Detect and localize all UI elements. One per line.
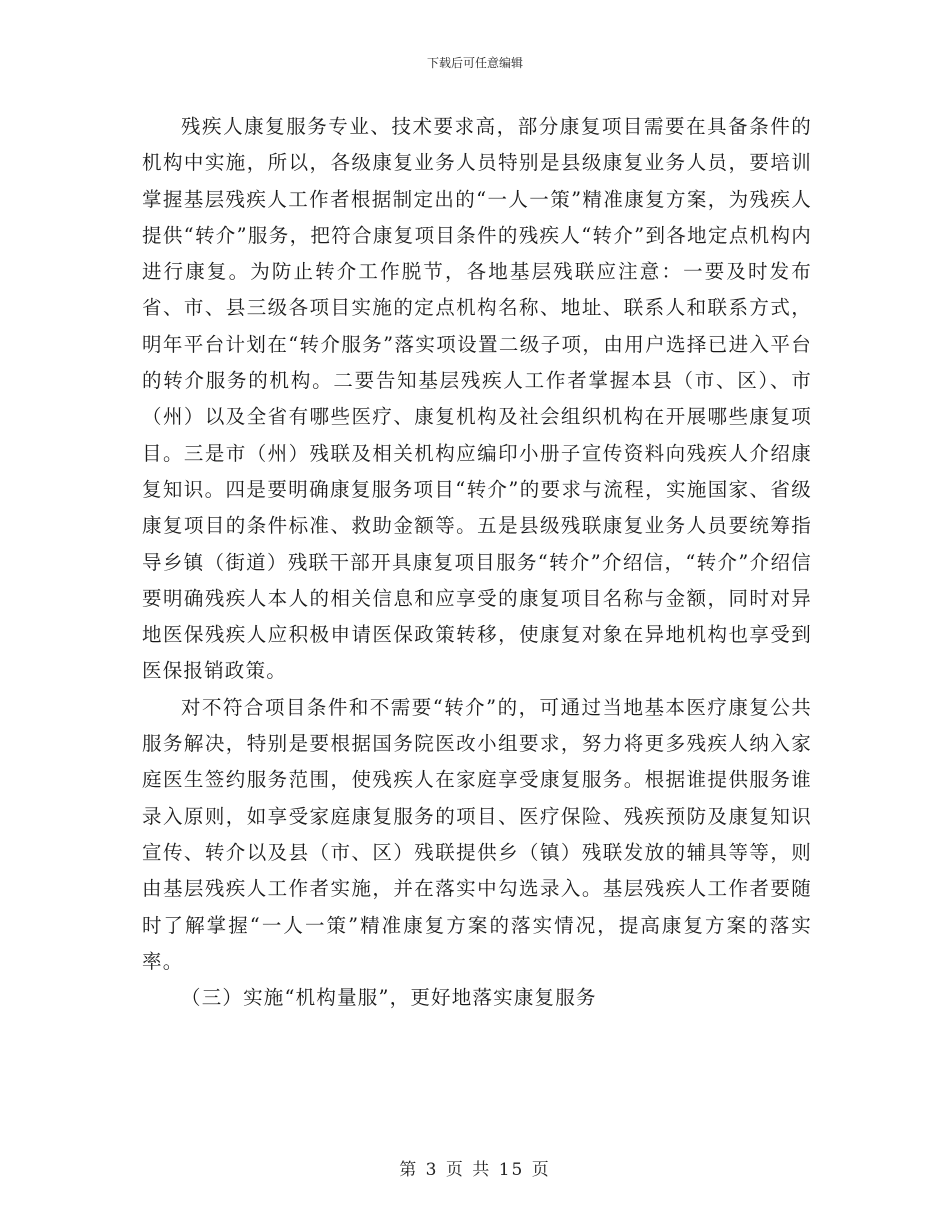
section-heading: （三）实施“机构量服”，更好地落实康复服务 xyxy=(181,986,597,1010)
page-header: 下载后可任意编辑 xyxy=(426,56,523,70)
document-body xyxy=(142,109,812,1016)
paragraph-basic-medical-service: 对不符合项目条件和不需要“转介”的，可通过当地基本医疗康复公共服务解决，特别是要根据国务院医改小组要求，努力将更多残疾人纳入家庭医生签约服务范围，使残疾人在家庭享受康复服务。根据谁提供服务谁录入原则，如享受家庭康复服务的项目、医疗保险、残疾预防及康复知识宣传、转介以及县（市、区）残联提供乡（镇）残联发放的辅具等等，则由基层残疾人工作者实施，并在落实中勾选录入。基层残疾人工作者要随时了解掌握“一人一策”精准康复方案的落实情况，提高康复方案的落实率。 xyxy=(142,695,812,973)
paragraph-referral-service: 残疾人康复服务专业、技术要求高，部分康复项目需要在具备条件的机构中实施，所以，各级康复业务人员特别是县级康复业务人员，要培训掌握基层残疾人工作者根据制定出的“一人一策”精准康复方案，为残疾人提供“转介”服务，把符合康复项目条件的残疾人“转介”到各地定点机构内进行康复。为防止转介工作脱节，各地基层残联应注意：一要及时发布省、市、县三级各项目实施的定点机构名称、地址、联系人和联系方式，明年平台计划在“转介服务”落实项设置二级子项，由用户选择已进入平台的转介服务的机构。二要告知基层残疾人工作者掌握本县（市、区）、市（州）以及全省有哪些医疗、康复机构及社会组织机构在开展哪些康复项目。三是市（州）残联及相关机构应编印小册子宣传资料向残疾人介绍康复知识。四是要明确康复服务项目“转介”的要求与流程，实施国家、省级康复项目的条件标准、救助金额等。五是县级残联康复业务人员要统筹指导乡镇（街道）残联干部开具康复项目服务“转介”介绍信，“转介”介绍信要明确残疾人本人的相关信息和应享受的康复项目名称与金额，同时对异地医保残疾人应积极申请医保政策转移，使康复对象在异地机构也享受到医保报销政策。 xyxy=(142,115,812,683)
page-number: 第 3 页 共 15 页 xyxy=(399,1160,551,1180)
